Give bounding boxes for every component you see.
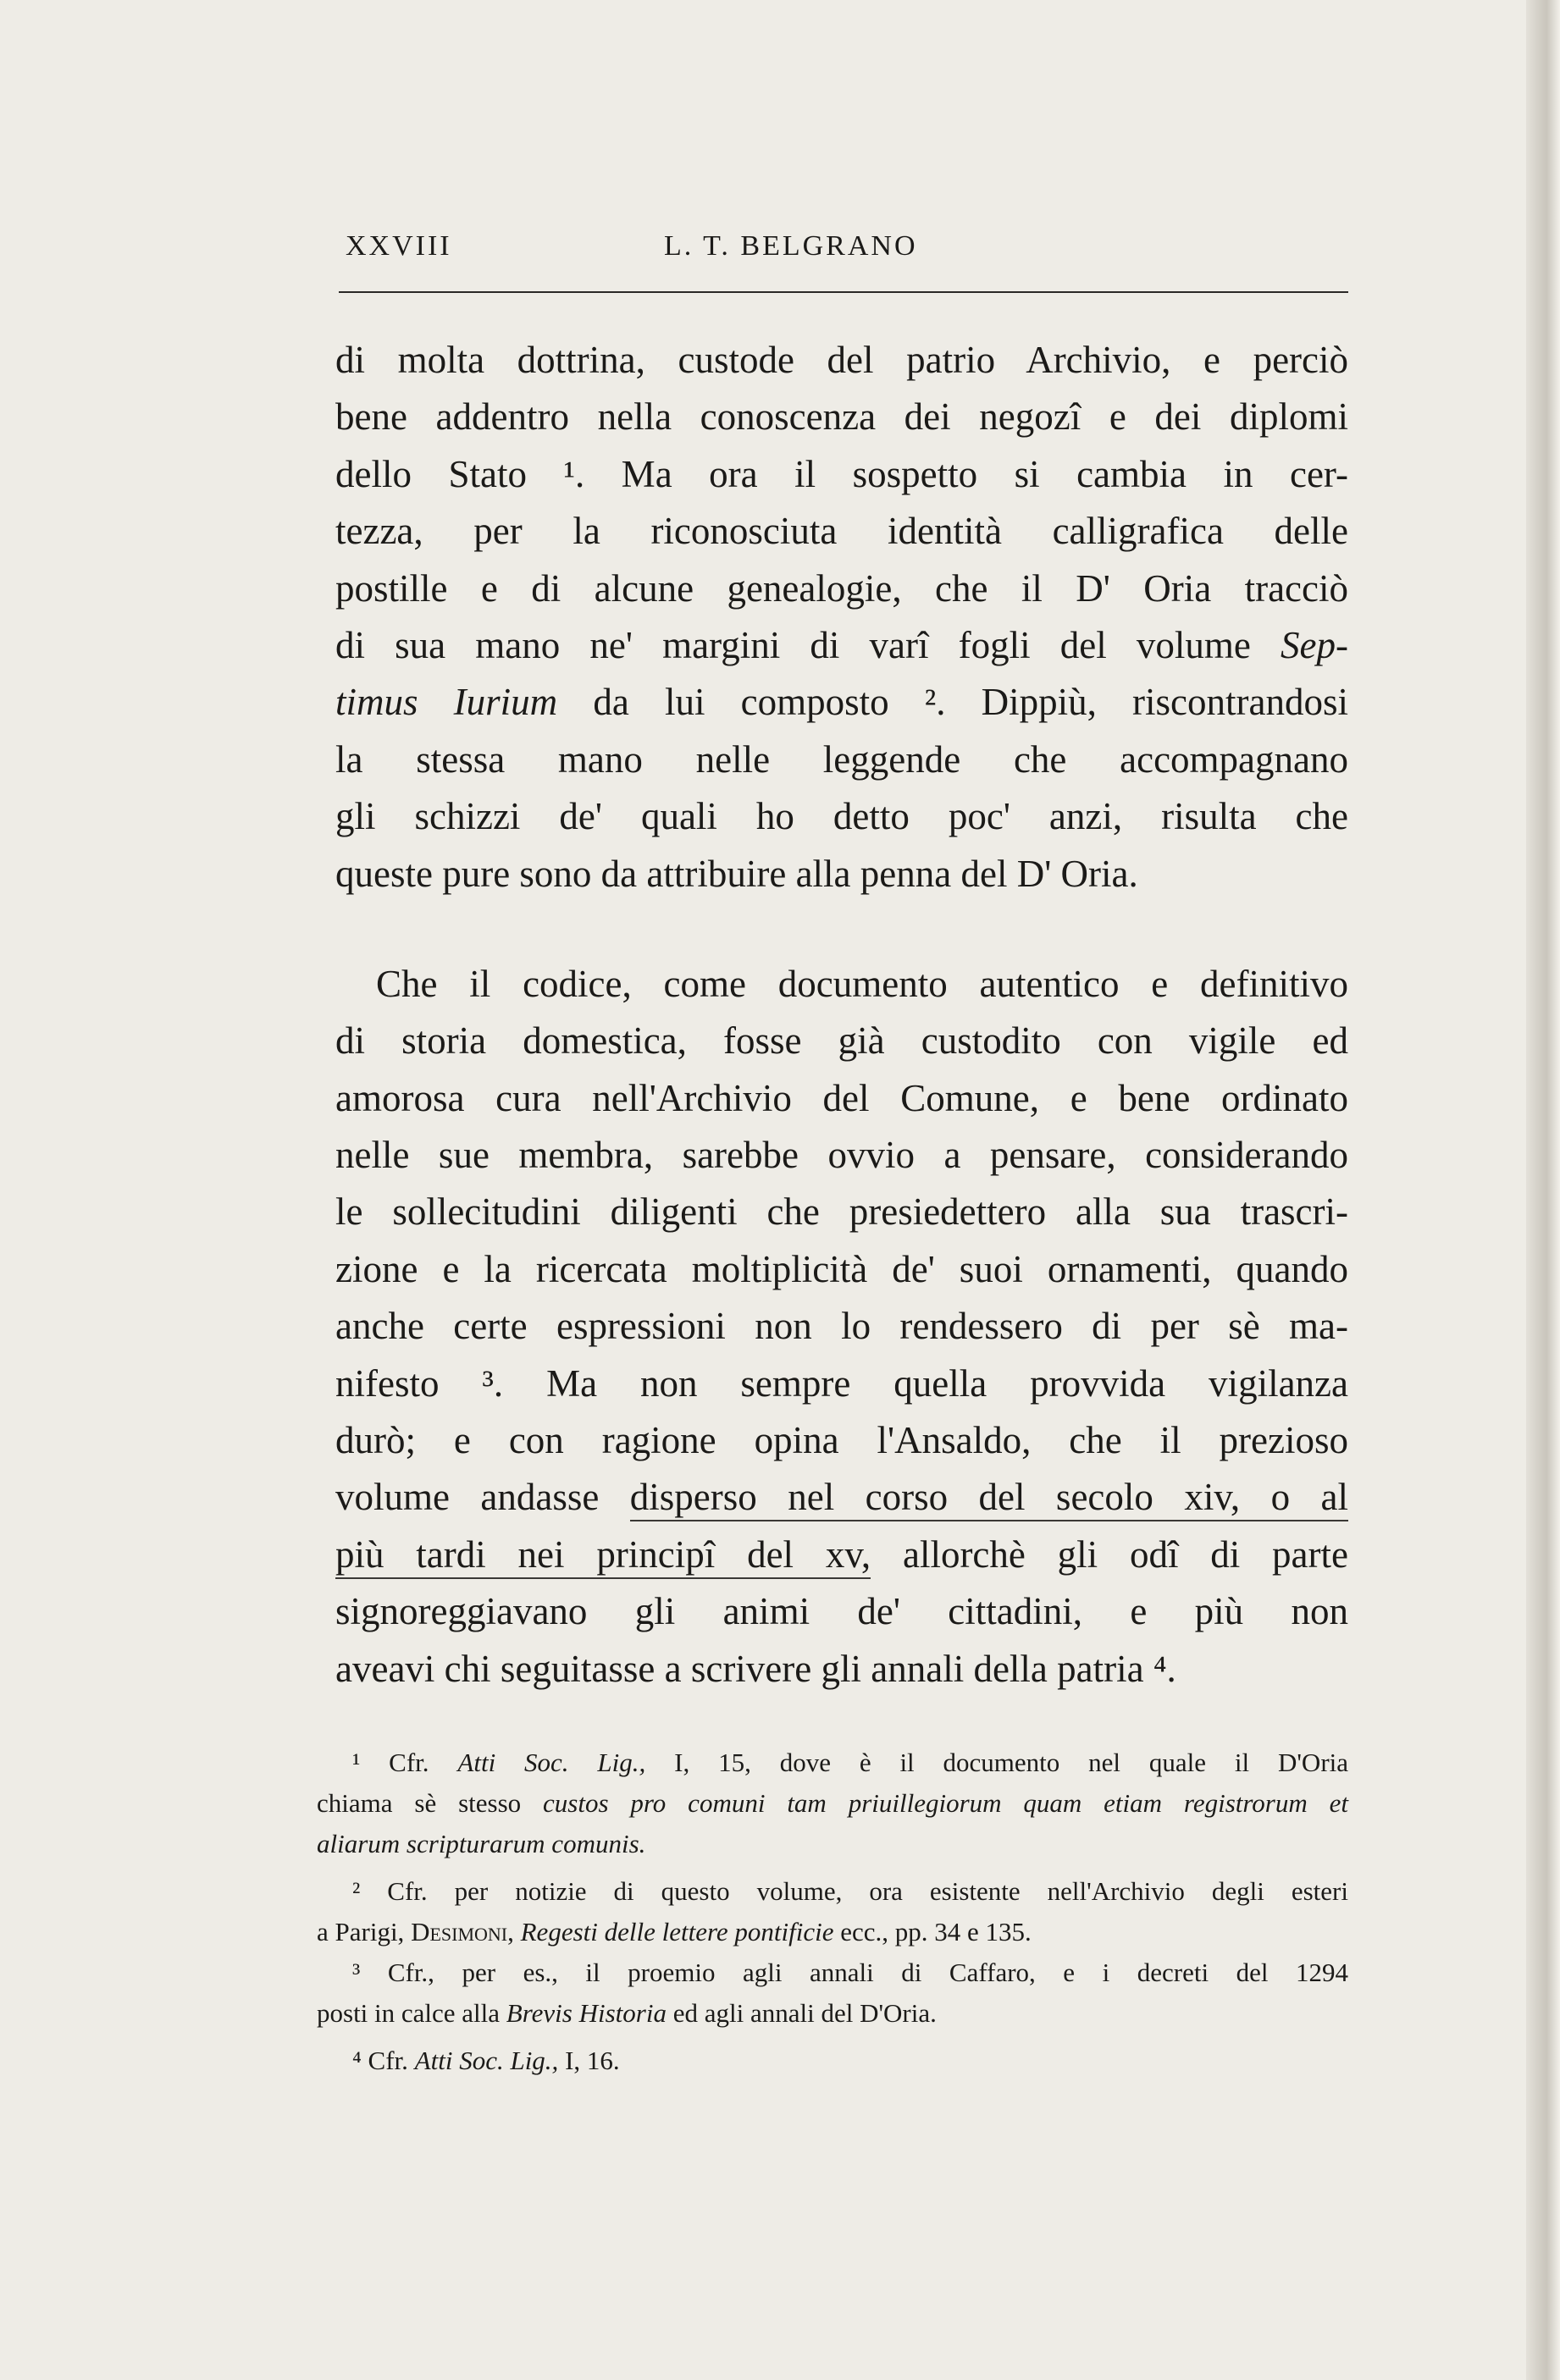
text-span: di sua mano ne' margini di varî fogli del volume	[335, 623, 1251, 666]
text-span: ed agli annali del D'Oria.	[672, 1998, 937, 2028]
italic-span: Regesti delle lettere pontificie	[520, 1917, 834, 1947]
italic-span: Brevis Historia	[506, 1998, 667, 2028]
footnote-1-line	[317, 1824, 1348, 1864]
text-line: aveavi chi seguitasse a scrivere gli annali della patria ⁴.	[335, 1647, 1176, 1690]
text-span: ⁴ Cfr.	[352, 2046, 408, 2075]
text-line	[335, 617, 1348, 674]
text-span: posti in calce alla	[317, 1998, 501, 2028]
text-line: bene addentro nella conoscenza dei negozî e dei diplomi	[335, 395, 1348, 439]
footnote-1	[317, 1742, 1348, 1783]
italic-span: Atti Soc. Lig.,	[457, 1748, 646, 1777]
text-line: queste pure sono da attribuire alla penna del D' Oria.	[335, 852, 1138, 895]
pencil-underlined-text: più tardi nei principî del xv,	[335, 1533, 871, 1579]
text-line: dello Stato ¹. Ma ora il sospetto si cambia in cer-	[335, 452, 1348, 495]
pencil-underlined-text: disperso nel corso del secolo xiv, o al	[630, 1476, 1348, 1521]
text-span: a Parigi,	[317, 1917, 405, 1947]
paragraph-2	[335, 956, 1348, 1698]
text-span: ecc., pp. 34 e 135.	[840, 1917, 1032, 1947]
text-line: le sollecitudini diligenti che presiedettero alla sua trascri-	[335, 1190, 1348, 1234]
footnote-4	[317, 2040, 1348, 2081]
footnote-3-line	[317, 1993, 1348, 2034]
text-line	[335, 1469, 1348, 1526]
footnote-2-line	[317, 1912, 1348, 1952]
text-span: da lui composto ². Dippiù, riscontrandosi	[593, 681, 1348, 724]
text-span: volume andasse	[335, 1476, 600, 1519]
footnotes	[317, 1742, 1348, 2081]
italic-span: Sep-	[1281, 623, 1349, 666]
author-name: Desimoni	[411, 1917, 508, 1947]
text-span: ¹ Cfr.	[352, 1748, 429, 1777]
text-span: I, 15, dove è il documento nel quale il D'Oria	[674, 1748, 1349, 1777]
running-title: L. T. BELGRANO	[664, 230, 918, 262]
page-number: XXVIII	[346, 230, 452, 262]
text-line: nelle sue membra, sarebbe ovvio a pensare, considerando	[335, 1134, 1348, 1177]
text-line: gli schizzi de' quali ho detto poc' anzi, risulta che	[335, 795, 1348, 838]
italic-span: Atti Soc. Lig.,	[414, 2046, 559, 2075]
italic-span: timus Iurium	[335, 681, 558, 724]
text-span: ,	[507, 1917, 514, 1947]
page-edge	[1526, 0, 1560, 2380]
footnote-1-line	[317, 1783, 1348, 1824]
text-line: nifesto ³. Ma non sempre quella provvida vigilanza	[335, 1361, 1348, 1405]
footnote-3: ³ Cfr., per es., il proemio agli annali di Caffaro, e i decreti del 1294	[352, 1958, 1348, 1987]
text-line: signoreggiavano gli animi de' cittadini, e più non	[335, 1590, 1348, 1633]
italic-span: custos pro comuni tam priuillegiorum quam etiam registrorum et	[543, 1788, 1348, 1818]
text-span: allorchè gli odî di parte	[902, 1532, 1348, 1576]
text-span: I, 16.	[565, 2046, 620, 2075]
page-header	[346, 230, 1348, 269]
text-line: zione e la ricercata moltiplicità de' suoi ornamenti, quando	[335, 1247, 1348, 1290]
text-line: amorosa cura nell'Archivio del Comune, e bene ordinato	[335, 1076, 1348, 1119]
text-line: la stessa mano nelle leggende che accompagnano	[335, 737, 1348, 781]
text-line: postille e di alcune genealogie, che il D' Oria tracciò	[335, 566, 1348, 610]
text-line: anche certe espressioni non lo rendessero di per sè ma-	[335, 1305, 1348, 1348]
paragraph-1	[335, 332, 1348, 903]
text-line: di storia domestica, fosse già custodito con vigile ed	[335, 1019, 1348, 1063]
text-line: tezza, per la riconosciuta identità calligrafica delle	[335, 510, 1348, 553]
text-line: durò; e con ragione opina l'Ansaldo, che il prezioso	[335, 1419, 1348, 1462]
body-text	[335, 332, 1348, 1698]
text-line	[335, 674, 1348, 731]
text-line: di molta dottrina, custode del patrio Archivio, e perciò	[335, 339, 1348, 381]
footnote-2: ² Cfr. per notizie di questo volume, ora esistente nell'Archivio degli esteri	[352, 1876, 1348, 1906]
italic-span: aliarum scripturarum comunis.	[317, 1829, 646, 1858]
text-line: Che il codice, come documento autentico e definitivo	[376, 962, 1348, 1005]
text-line	[335, 1527, 1348, 1583]
header-rule	[339, 291, 1348, 293]
text-span: chiama sè stesso	[317, 1788, 522, 1818]
